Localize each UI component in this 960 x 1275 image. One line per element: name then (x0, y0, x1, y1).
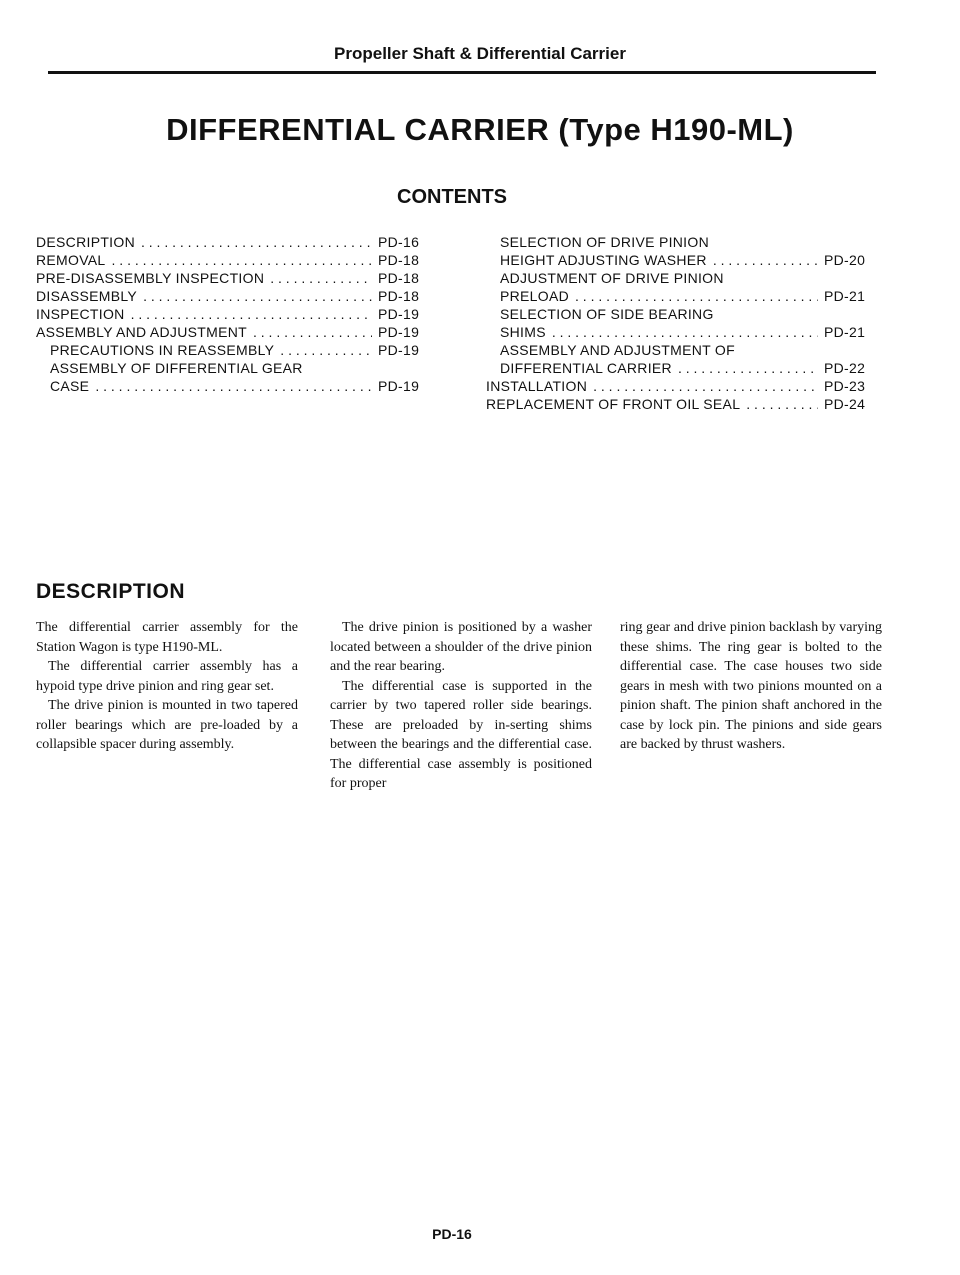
toc-entry[interactable] (36, 233, 430, 251)
body-paragraph: The drive pinion is mounted in two tapered roller bearings which are pre-loaded by a collapsible spacer during assembly. (36, 698, 298, 752)
toc-entry[interactable] (36, 377, 430, 395)
toc-entry-page: PD-22 (824, 360, 866, 376)
toc-entry-continued (486, 305, 876, 323)
toc-entry-label: PRELOAD (500, 288, 570, 304)
toc-dot-leader (593, 377, 818, 395)
toc-entry-label: HEIGHT ADJUSTING WASHER (500, 252, 707, 268)
toc-dot-leader (280, 341, 372, 359)
toc-entry-page: PD-21 (824, 324, 866, 340)
contents-heading: CONTENTS (397, 186, 507, 208)
body-column-2 (330, 618, 592, 794)
toc-dot-leader (270, 269, 372, 287)
toc-entry-page: PD-18 (378, 270, 420, 286)
toc-entry-label: INSPECTION (36, 306, 125, 322)
toc-entry-label: SELECTION OF DRIVE PINION (500, 234, 709, 250)
toc-dot-leader (713, 251, 818, 269)
toc-entry-label: CASE (50, 378, 90, 394)
toc-entry-page: PD-19 (378, 324, 420, 340)
toc-entry-label: ASSEMBLY OF DIFFERENTIAL GEAR (50, 360, 303, 376)
toc-entry[interactable] (486, 251, 876, 269)
toc-dot-leader (141, 233, 372, 251)
toc-entry-page: PD-18 (378, 252, 420, 268)
body-column-1 (36, 618, 298, 755)
toc-entry-label: DESCRIPTION (36, 234, 135, 250)
body-paragraph: The differential carrier assembly has a hypoid type drive pinion and ring gear set. (36, 659, 298, 694)
toc-entry-page: PD-20 (824, 252, 866, 268)
toc-entry-label: PRECAUTIONS IN REASSEMBLY (50, 342, 275, 358)
toc-entry[interactable] (36, 341, 430, 359)
body-paragraph: The differential carrier assembly for the Station Wagon is type H190-ML. (36, 620, 298, 655)
toc-entry[interactable] (486, 359, 876, 377)
toc-entry[interactable] (36, 305, 430, 323)
page-title: DIFFERENTIAL CARRIER (Type H190-ML) (166, 112, 794, 147)
toc-right-column (486, 233, 876, 413)
toc-entry-page: PD-16 (378, 234, 420, 250)
running-header: Propeller Shaft & Differential Carrier (334, 44, 626, 63)
header-divider (48, 71, 876, 74)
toc-entry-continued (486, 341, 876, 359)
toc-left-column (36, 233, 430, 395)
toc-entry-page: PD-19 (378, 378, 420, 394)
toc-dot-leader (678, 359, 818, 377)
toc-entry-label: ADJUSTMENT OF DRIVE PINION (500, 270, 724, 286)
toc-entry-label: ASSEMBLY AND ADJUSTMENT (36, 324, 247, 340)
body-paragraph: The differential case is supported in the carrier by two tapered roller side bearings. These are preloaded by in-serting shims between the bearings and the differential case. The differential case assembly is positioned for proper (330, 678, 592, 791)
toc-entry[interactable] (486, 323, 876, 341)
toc-entry-label: REMOVAL (36, 252, 106, 268)
toc-entry-label: DIFFERENTIAL CARRIER (500, 360, 672, 376)
toc-dot-leader (95, 377, 372, 395)
toc-dot-leader (552, 323, 818, 341)
toc-entry[interactable] (36, 269, 430, 287)
toc-entry-continued (486, 269, 876, 287)
toc-entry-continued (486, 233, 876, 251)
toc-entry-label: PRE-DISASSEMBLY INSPECTION (36, 270, 265, 286)
toc-dot-leader (131, 305, 372, 323)
body-paragraph: ring gear and drive pinion backlash by varying these shims. The ring gear is bolted to the differential case. The case houses two side gears in mesh with two pinions mounted on a pinion shaft. The pinion shaft anchored in the case by lock pin. The pinions and side gears are backed by thrust washers. (620, 620, 882, 752)
toc-entry-page: PD-23 (824, 378, 866, 394)
toc-entry[interactable] (486, 287, 876, 305)
toc-entry-label: INSTALLATION (486, 378, 588, 394)
toc-entry[interactable] (36, 323, 430, 341)
toc-dot-leader (112, 251, 372, 269)
toc-entry-label: SELECTION OF SIDE BEARING (500, 306, 714, 322)
toc-entry-label: REPLACEMENT OF FRONT OIL SEAL (486, 396, 741, 412)
toc-entry-label: ASSEMBLY AND ADJUSTMENT OF (500, 342, 735, 358)
toc-entry-label: SHIMS (500, 324, 546, 340)
toc-entry-label: DISASSEMBLY (36, 288, 138, 304)
body-paragraph: The drive pinion is positioned by a washer located between a shoulder of the drive pinion and the rear bearing. (330, 620, 592, 674)
toc-entry-page: PD-19 (378, 342, 420, 358)
toc-dot-leader (143, 287, 372, 305)
toc-dot-leader (253, 323, 372, 341)
toc-entry[interactable] (36, 251, 430, 269)
body-column-3 (620, 618, 882, 755)
toc-entry-page: PD-19 (378, 306, 420, 322)
toc-entry[interactable] (36, 287, 430, 305)
toc-entry-page: PD-21 (824, 288, 866, 304)
toc-entry-page: PD-18 (378, 288, 420, 304)
toc-dot-leader (746, 395, 818, 413)
toc-entry-continued (36, 359, 430, 377)
page-number: PD-16 (432, 1226, 472, 1242)
toc-entry[interactable] (486, 395, 876, 413)
toc-entry-page: PD-24 (824, 396, 866, 412)
description-heading: DESCRIPTION (36, 580, 186, 603)
toc-dot-leader (575, 287, 818, 305)
toc-entry[interactable] (486, 377, 876, 395)
